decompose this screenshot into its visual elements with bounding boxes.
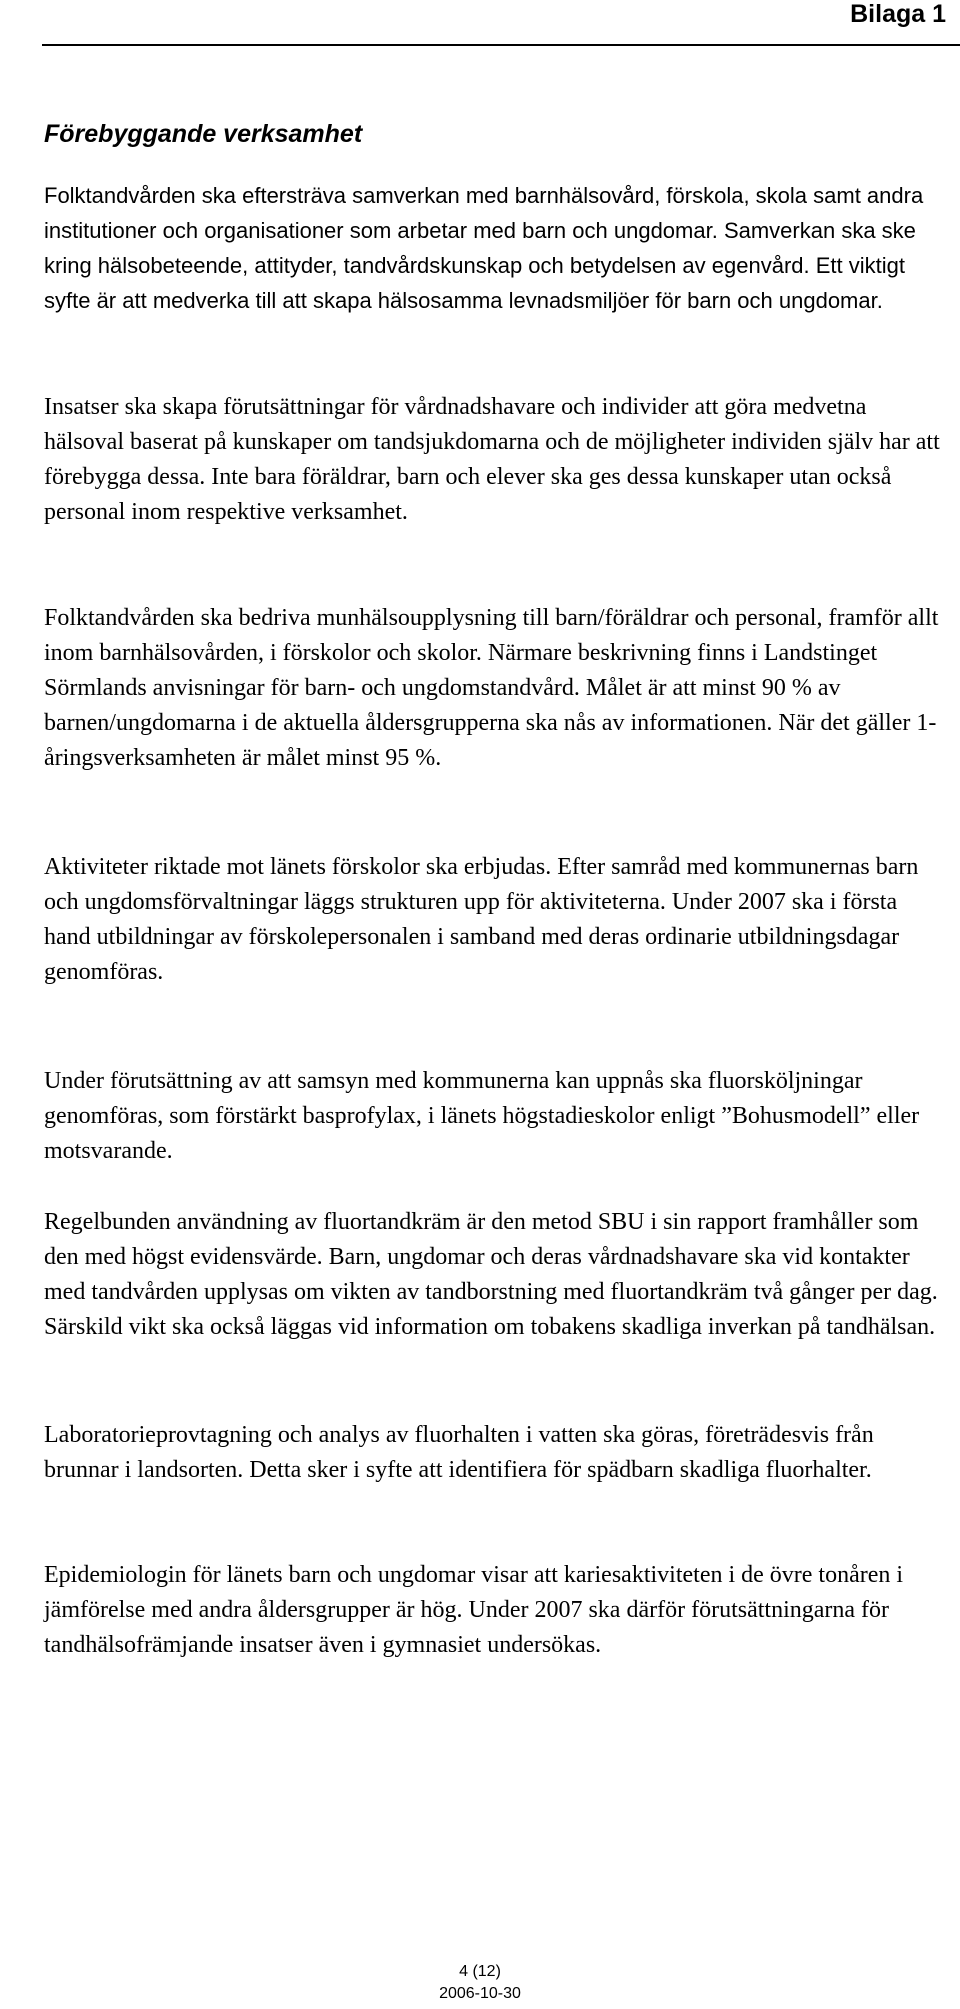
paragraph-2: Insatser ska skapa förutsättningar för vårdnadshavare och individer att göra medvetna hälsoval baserat på kunskaper om tandsjukdomarna och de möjligheter individen själv har att förebygga dessa. Inte bara föräldrar, barn och elever ska ges dessa kunskaper utan också personal inom respektive verksamhet. xyxy=(44,394,940,525)
section-heading: Förebyggande verksamhet xyxy=(44,120,363,148)
paragraph-3: Folktandvården ska bedriva munhälsoupplysning till barn/föräldrar och personal, framför allt inom barnhälsovården, i förskolor och skolor. Närmare beskrivning finns i Landstinget Sörmlands anvisningar för barn- och ungdomstandvård. Målet är att minst 90 % av barnen/ungdomarna i de aktuella åldersgrupperna ska nås av informationen. När det gäller 1-åringsverksamheten är målet minst 95 %. xyxy=(44,605,939,771)
paragraph-4: Aktiviteter riktade mot länets förskolor ska erbjudas. Efter samråd med kommunernas barn och ungdomsförvaltningar läggs strukturen upp för aktiviteterna. Under 2007 ska i första hand utbildningar av förskolepersonalen i samband med deras ordinarie utbildningsdagar genomföras. xyxy=(44,854,919,985)
document-date: 2006-10-30 xyxy=(439,1985,521,2002)
header-divider xyxy=(42,44,960,46)
paragraph-1: Folktandvården ska eftersträva samverkan med barnhälsovård, förskola, skola samt andra institutioner och organisationer som arbetar med barn och ungdomar. Samverkan ska ske kring hälsobeteende, attityder, tandvårdskunskap och betydelsen av egenvård. Ett viktigt syfte är att medverka till att skapa hälsosamma levnadsmiljöer för barn och ungdomar. xyxy=(44,183,924,313)
appendix-label: Bilaga 1 xyxy=(850,0,946,28)
paragraph-5: Under förutsättning av att samsyn med kommunerna kan uppnås ska fluorsköljningar genomföras, som förstärkt basprofylax, i länets högstadieskolor enligt ”Bohusmodell” eller motsvarande. xyxy=(44,1068,920,1164)
page-number: 4 (12) xyxy=(459,1963,501,1980)
paragraph-7: Laboratorieprovtagning och analys av fluorhalten i vatten ska göras, företrädesvis från brunnar i landsorten. Detta sker i syfte att identifiera för spädbarn skadliga fluorhalter. xyxy=(44,1422,874,1483)
paragraph-6: Regelbunden användning av fluortandkräm är den metod SBU i sin rapport framhåller som den med högst evidensvärde. Barn, ungdomar och deras vårdnadshavare ska vid kontakter med tandvården upplysas om vikten av tandborstning med fluortandkräm två gånger per dag. Särskild vikt ska också läggas vid information om tobakens skadliga inverkan på tandhälsan. xyxy=(44,1209,938,1340)
paragraph-8: Epidemiologin för länets barn och ungdomar visar att kariesaktiviteten i de övre tonåren i jämförelse med andra åldersgrupper är hög. Under 2007 ska därför förutsättningarna för tandhälsofrämjande insatser även i gymnasiet undersökas. xyxy=(44,1562,904,1658)
